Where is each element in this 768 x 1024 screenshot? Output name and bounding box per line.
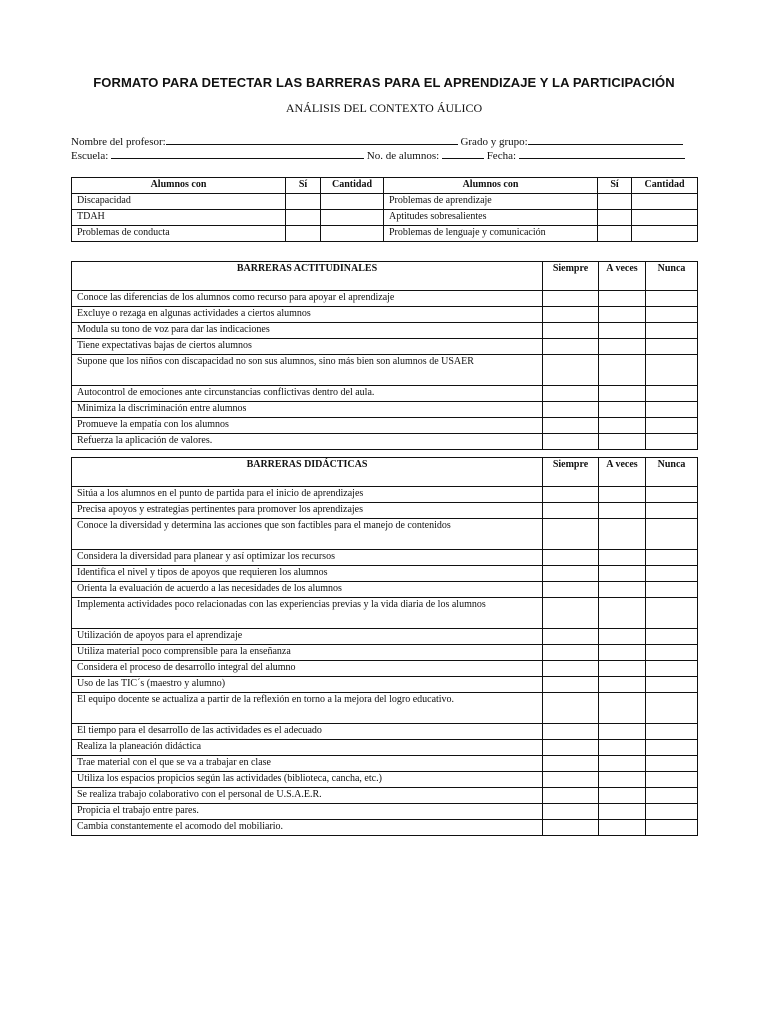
siempre-cell[interactable] — [543, 598, 599, 629]
cantidad-cell[interactable] — [632, 226, 698, 242]
a-veces-cell[interactable] — [599, 487, 646, 503]
escuela-label: Escuela: — [71, 150, 109, 162]
row-label: Problemas de conducta — [72, 226, 286, 242]
siempre-cell[interactable] — [543, 566, 599, 582]
si-cell[interactable] — [598, 194, 632, 210]
grado-field[interactable] — [528, 133, 683, 145]
nunca-cell[interactable] — [646, 645, 698, 661]
a-veces-cell[interactable] — [599, 418, 646, 434]
a-veces-cell[interactable] — [599, 519, 646, 550]
siempre-cell[interactable] — [543, 434, 599, 450]
siempre-cell[interactable] — [543, 645, 599, 661]
siempre-cell[interactable] — [543, 772, 599, 788]
row-label: Problemas de aprendizaje — [384, 194, 598, 210]
nunca-cell[interactable] — [646, 402, 698, 418]
cantidad-cell[interactable] — [321, 210, 384, 226]
table-row — [72, 418, 698, 434]
item-label: Utiliza los espacios propicios según las actividades (biblioteca, cancha, etc.) — [72, 772, 543, 788]
table-row — [72, 804, 698, 820]
nunca-cell[interactable] — [646, 740, 698, 756]
table-row — [72, 820, 698, 836]
table-row — [72, 598, 698, 629]
item-label: Cambia constantemente el acomodo del mobiliario. — [72, 820, 543, 836]
table-row — [72, 677, 698, 693]
fecha-field[interactable] — [519, 147, 685, 159]
table-row — [72, 582, 698, 598]
si-cell[interactable] — [598, 226, 632, 242]
nunca-cell[interactable] — [646, 418, 698, 434]
col-si: Sí — [286, 178, 321, 194]
a-veces-cell[interactable] — [599, 339, 646, 355]
profesor-field[interactable] — [166, 133, 458, 145]
nunca-cell[interactable] — [646, 339, 698, 355]
cantidad-cell[interactable] — [632, 210, 698, 226]
a-veces-cell[interactable] — [599, 677, 646, 693]
item-label: Tiene expectativas bajas de ciertos alumnos — [72, 339, 543, 355]
item-label: Realiza la planeación didáctica — [72, 740, 543, 756]
col-si: Sí — [598, 178, 632, 194]
table-row — [72, 291, 698, 307]
item-label: Autocontrol de emociones ante circunstancias conflictivas dentro del aula. — [72, 386, 543, 402]
table-row — [72, 788, 698, 804]
a-veces-cell[interactable] — [599, 355, 646, 386]
a-veces-cell[interactable] — [599, 788, 646, 804]
table-row — [72, 487, 698, 503]
col-nunca: Nunca — [646, 458, 698, 487]
nunca-cell[interactable] — [646, 804, 698, 820]
siempre-cell[interactable] — [543, 418, 599, 434]
a-veces-cell[interactable] — [599, 503, 646, 519]
siempre-cell[interactable] — [543, 519, 599, 550]
row-label: TDAH — [72, 210, 286, 226]
nunca-cell[interactable] — [646, 756, 698, 772]
nunca-cell[interactable] — [646, 434, 698, 450]
table-row — [72, 645, 698, 661]
nunca-cell[interactable] — [646, 598, 698, 629]
cantidad-cell[interactable] — [321, 194, 384, 210]
table-row — [72, 503, 698, 519]
table-row — [72, 210, 698, 226]
item-label: Refuerza la aplicación de valores. — [72, 434, 543, 450]
siempre-cell[interactable] — [543, 402, 599, 418]
table-row — [72, 434, 698, 450]
item-label: Modula su tono de voz para dar las indicaciones — [72, 323, 543, 339]
item-label: Utilización de apoyos para el aprendizaje — [72, 629, 543, 645]
nunca-cell[interactable] — [646, 355, 698, 386]
nunca-cell[interactable] — [646, 582, 698, 598]
row-label: Problemas de lenguaje y comunicación — [384, 226, 598, 242]
a-veces-cell[interactable] — [599, 772, 646, 788]
a-veces-cell[interactable] — [599, 307, 646, 323]
profesor-row — [71, 133, 683, 148]
item-label: Considera la diversidad para planear y así optimizar los recursos — [72, 550, 543, 566]
siempre-cell[interactable] — [543, 323, 599, 339]
item-label: Excluye o rezaga en algunas actividades a ciertos alumnos — [72, 307, 543, 323]
si-cell[interactable] — [598, 210, 632, 226]
nunca-cell[interactable] — [646, 386, 698, 402]
nunca-cell[interactable] — [646, 323, 698, 339]
table-row — [72, 756, 698, 772]
a-veces-cell[interactable] — [599, 566, 646, 582]
nunca-cell[interactable] — [646, 291, 698, 307]
table-row — [72, 740, 698, 756]
actitudinales-table — [71, 261, 698, 450]
row-label: Aptitudes sobresalientes — [384, 210, 598, 226]
table-row — [72, 693, 698, 724]
actitudinales-header — [72, 262, 698, 291]
siempre-cell[interactable] — [543, 386, 599, 402]
fecha-label: Fecha: — [486, 150, 517, 162]
item-label: Considera el proceso de desarrollo integral del alumno — [72, 661, 543, 677]
grado-label: Grado y grupo: — [460, 136, 528, 148]
siempre-cell[interactable] — [543, 291, 599, 307]
nunca-cell[interactable] — [646, 724, 698, 740]
a-veces-cell[interactable] — [599, 804, 646, 820]
item-label: Uso de las TIC´s (maestro y alumno) — [72, 677, 543, 693]
table-row — [72, 386, 698, 402]
a-veces-cell[interactable] — [599, 598, 646, 629]
nunca-cell[interactable] — [646, 487, 698, 503]
col-alumnos-con: Alumnos con — [72, 178, 286, 194]
row-label: Discapacidad — [72, 194, 286, 210]
nunca-cell[interactable] — [646, 677, 698, 693]
col-siempre: Siempre — [543, 458, 599, 487]
item-label: Se realiza trabajo colaborativo con el personal de U.S.A.E.R. — [72, 788, 543, 804]
a-veces-cell[interactable] — [599, 386, 646, 402]
item-label: El equipo docente se actualiza a partir de la reflexión en torno a la mejora del logro educativo. — [72, 693, 543, 724]
siempre-cell[interactable] — [543, 788, 599, 804]
item-label: Identifica el nivel y tipos de apoyos que requieren los alumnos — [72, 566, 543, 582]
cantidad-cell[interactable] — [632, 194, 698, 210]
document-title: FORMATO PARA DETECTAR LAS BARRERAS PARA EL APRENDIZAJE Y LA PARTICIPACIÓN — [93, 75, 675, 90]
siempre-cell[interactable] — [543, 487, 599, 503]
a-veces-cell[interactable] — [599, 724, 646, 740]
a-veces-cell[interactable] — [599, 645, 646, 661]
siempre-cell[interactable] — [543, 582, 599, 598]
a-veces-cell[interactable] — [599, 291, 646, 307]
nunca-cell[interactable] — [646, 693, 698, 724]
document-subtitle: ANÁLISIS DEL CONTEXTO ÁULICO — [285, 101, 483, 115]
table-row — [72, 550, 698, 566]
nunca-cell[interactable] — [646, 629, 698, 645]
a-veces-cell[interactable] — [599, 629, 646, 645]
nunca-cell[interactable] — [646, 307, 698, 323]
si-cell[interactable] — [286, 194, 321, 210]
alumnos-table-header — [72, 178, 698, 194]
siempre-cell[interactable] — [543, 629, 599, 645]
nunca-cell[interactable] — [646, 772, 698, 788]
siempre-cell[interactable] — [543, 820, 599, 836]
col-cantidad: Cantidad — [321, 178, 384, 194]
col-siempre: Siempre — [543, 262, 599, 291]
item-label: Precisa apoyos y estrategias pertinentes para promover los aprendizajes — [72, 503, 543, 519]
siempre-cell[interactable] — [543, 724, 599, 740]
item-label: Minimiza la discriminación entre alumnos — [72, 402, 543, 418]
col-cantidad: Cantidad — [632, 178, 698, 194]
a-veces-cell[interactable] — [599, 756, 646, 772]
a-veces-cell[interactable] — [599, 820, 646, 836]
alumnos-table — [71, 177, 698, 242]
col-nunca: Nunca — [646, 262, 698, 291]
siempre-cell[interactable] — [543, 661, 599, 677]
siempre-cell[interactable] — [543, 355, 599, 386]
escuela-row — [71, 147, 685, 162]
a-veces-cell[interactable] — [599, 661, 646, 677]
table-row — [72, 519, 698, 550]
table-row — [72, 566, 698, 582]
col-a-veces: A veces — [599, 262, 646, 291]
a-veces-cell[interactable] — [599, 740, 646, 756]
alumnos-field[interactable] — [442, 147, 484, 159]
siempre-cell[interactable] — [543, 804, 599, 820]
item-label: Implementa actividades poco relacionadas con las experiencias previas y la vida diaria de los alumnos — [72, 598, 543, 629]
siempre-cell[interactable] — [543, 756, 599, 772]
siempre-cell[interactable] — [543, 693, 599, 724]
item-label: Promueve la empatía con los alumnos — [72, 418, 543, 434]
nunca-cell[interactable] — [646, 788, 698, 804]
item-label: Propicia el trabajo entre pares. — [72, 804, 543, 820]
col-a-veces: A veces — [599, 458, 646, 487]
nunca-cell[interactable] — [646, 503, 698, 519]
item-label: Sitúa a los alumnos en el punto de partida para el inicio de aprendizajes — [72, 487, 543, 503]
col-alumnos-con: Alumnos con — [384, 178, 598, 194]
table-row — [72, 724, 698, 740]
siempre-cell[interactable] — [543, 339, 599, 355]
nunca-cell[interactable] — [646, 820, 698, 836]
nunca-cell[interactable] — [646, 519, 698, 550]
actitudinales-heading: BARRERAS ACTITUDINALES — [72, 262, 543, 291]
siempre-cell[interactable] — [543, 677, 599, 693]
table-row — [72, 226, 698, 242]
alumnos-label: No. de alumnos: — [366, 150, 440, 162]
table-row — [72, 355, 698, 386]
table-row — [72, 629, 698, 645]
table-row — [72, 194, 698, 210]
table-row — [72, 339, 698, 355]
siempre-cell[interactable] — [543, 503, 599, 519]
si-cell[interactable] — [286, 226, 321, 242]
cantidad-cell[interactable] — [321, 226, 384, 242]
table-row — [72, 323, 698, 339]
item-label: Utiliza material poco comprensible para la enseñanza — [72, 645, 543, 661]
item-label: Supone que los niños con discapacidad no son sus alumnos, sino más bien son alumnos de USAER — [72, 355, 543, 386]
item-label: Trae material con el que se va a trabajar en clase — [72, 756, 543, 772]
a-veces-cell[interactable] — [599, 693, 646, 724]
a-veces-cell[interactable] — [599, 582, 646, 598]
a-veces-cell[interactable] — [599, 323, 646, 339]
a-veces-cell[interactable] — [599, 402, 646, 418]
siempre-cell[interactable] — [543, 740, 599, 756]
escuela-field[interactable] — [111, 147, 364, 159]
nunca-cell[interactable] — [646, 661, 698, 677]
table-row — [72, 661, 698, 677]
didacticas-heading: BARRERAS DIDÁCTICAS — [72, 458, 543, 487]
siempre-cell[interactable] — [543, 550, 599, 566]
table-row — [72, 307, 698, 323]
nunca-cell[interactable] — [646, 550, 698, 566]
item-label: Conoce las diferencias de los alumnos como recurso para apoyar el aprendizaje — [72, 291, 543, 307]
table-row — [72, 402, 698, 418]
item-label: El tiempo para el desarrollo de las actividades es el adecuado — [72, 724, 543, 740]
a-veces-cell[interactable] — [599, 550, 646, 566]
didacticas-table — [71, 457, 698, 836]
item-label: Orienta la evaluación de acuerdo a las necesidades de los alumnos — [72, 582, 543, 598]
a-veces-cell[interactable] — [599, 434, 646, 450]
siempre-cell[interactable] — [543, 307, 599, 323]
profesor-label: Nombre del profesor: — [71, 136, 166, 148]
si-cell[interactable] — [286, 210, 321, 226]
table-row — [72, 772, 698, 788]
nunca-cell[interactable] — [646, 566, 698, 582]
didacticas-header — [72, 458, 698, 487]
item-label: Conoce la diversidad y determina las acciones que son factibles para el manejo de contenidos — [72, 519, 543, 550]
